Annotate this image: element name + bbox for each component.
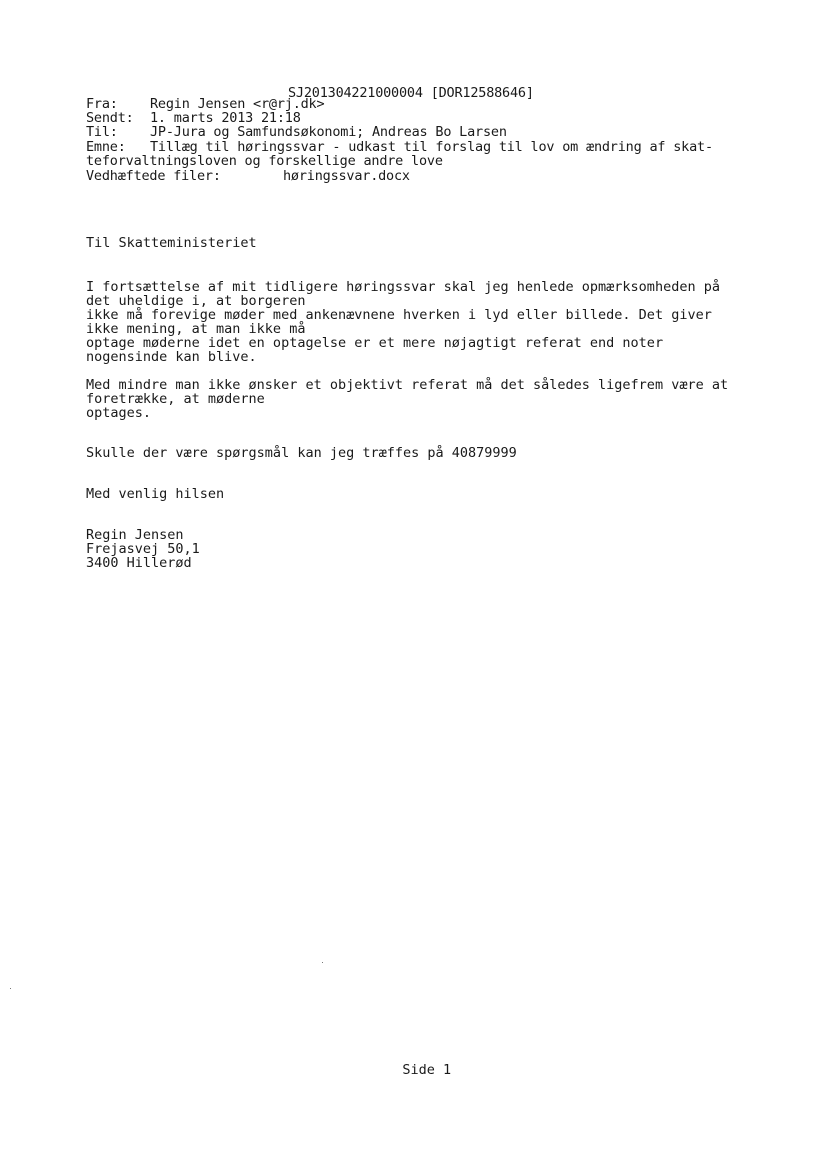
greeting: Til Skatteministeriet — [86, 235, 257, 251]
subject-label: Emne: — [86, 139, 126, 155]
signature-street: Frejasvej 50,1 — [86, 541, 200, 557]
paragraph1-line: optage møderne idet en optagelse er et mere nøjagtigt referat end noter — [86, 335, 664, 351]
to-label: Til: — [86, 124, 118, 140]
page-footer — [0, 1049, 827, 1091]
paragraph2-line: optages. — [86, 405, 152, 421]
signature-city: 3400 Hillerød — [86, 555, 192, 571]
subject-value-line2: teforvaltningsloven og forskellige andre love — [86, 153, 443, 169]
signature-name: Regin Jensen — [86, 527, 184, 543]
closing: Med venlig hilsen — [86, 486, 225, 502]
attachments-label: Vedhæftede filer: — [86, 168, 221, 184]
from-label: Fra: — [86, 96, 118, 112]
sent-label: Sendt: — [86, 110, 134, 126]
sent-value: 1. marts 2013 21:18 — [150, 110, 301, 126]
page-number: Side 1 — [402, 1062, 452, 1078]
from-value: Regin Jensen <r@rj.dk> — [150, 96, 325, 112]
paragraph1-line: ikke mening, at man ikke må — [86, 321, 306, 337]
document-reference: SJ201304221000004 [DOR12588646] — [288, 85, 534, 101]
paragraph2-line: foretrække, at møderne — [86, 391, 265, 407]
paragraph2-line: Med mindre man ikke ønsker et objektivt referat må det således ligefrem være at — [86, 377, 729, 393]
paragraph1-line: ikke må forevige møder med ankenævnene hverken i lyd eller billede. Det giver — [86, 307, 712, 323]
to-value: JP-Jura og Samfundsøkonomi; Andreas Bo Larsen — [150, 124, 507, 140]
paragraph1-line: I fortsættelse af mit tidligere høringssvar skal jeg henlede opmærksomheden på — [86, 279, 720, 295]
scan-speck — [322, 962, 323, 963]
contact-line: Skulle der være spørgsmål kan jeg træffes på 40879999 — [86, 445, 517, 461]
paragraph1-line: nogensinde kan blive. — [86, 349, 257, 365]
paragraph1-line: det uheldige i, at borgeren — [86, 293, 306, 309]
scan-speck — [10, 988, 11, 989]
subject-value-line1: Tillæg til høringssvar - udkast til forslag til lov om ændring af skat- — [150, 139, 713, 155]
attachment-filename: høringssvar.docx — [283, 168, 410, 184]
